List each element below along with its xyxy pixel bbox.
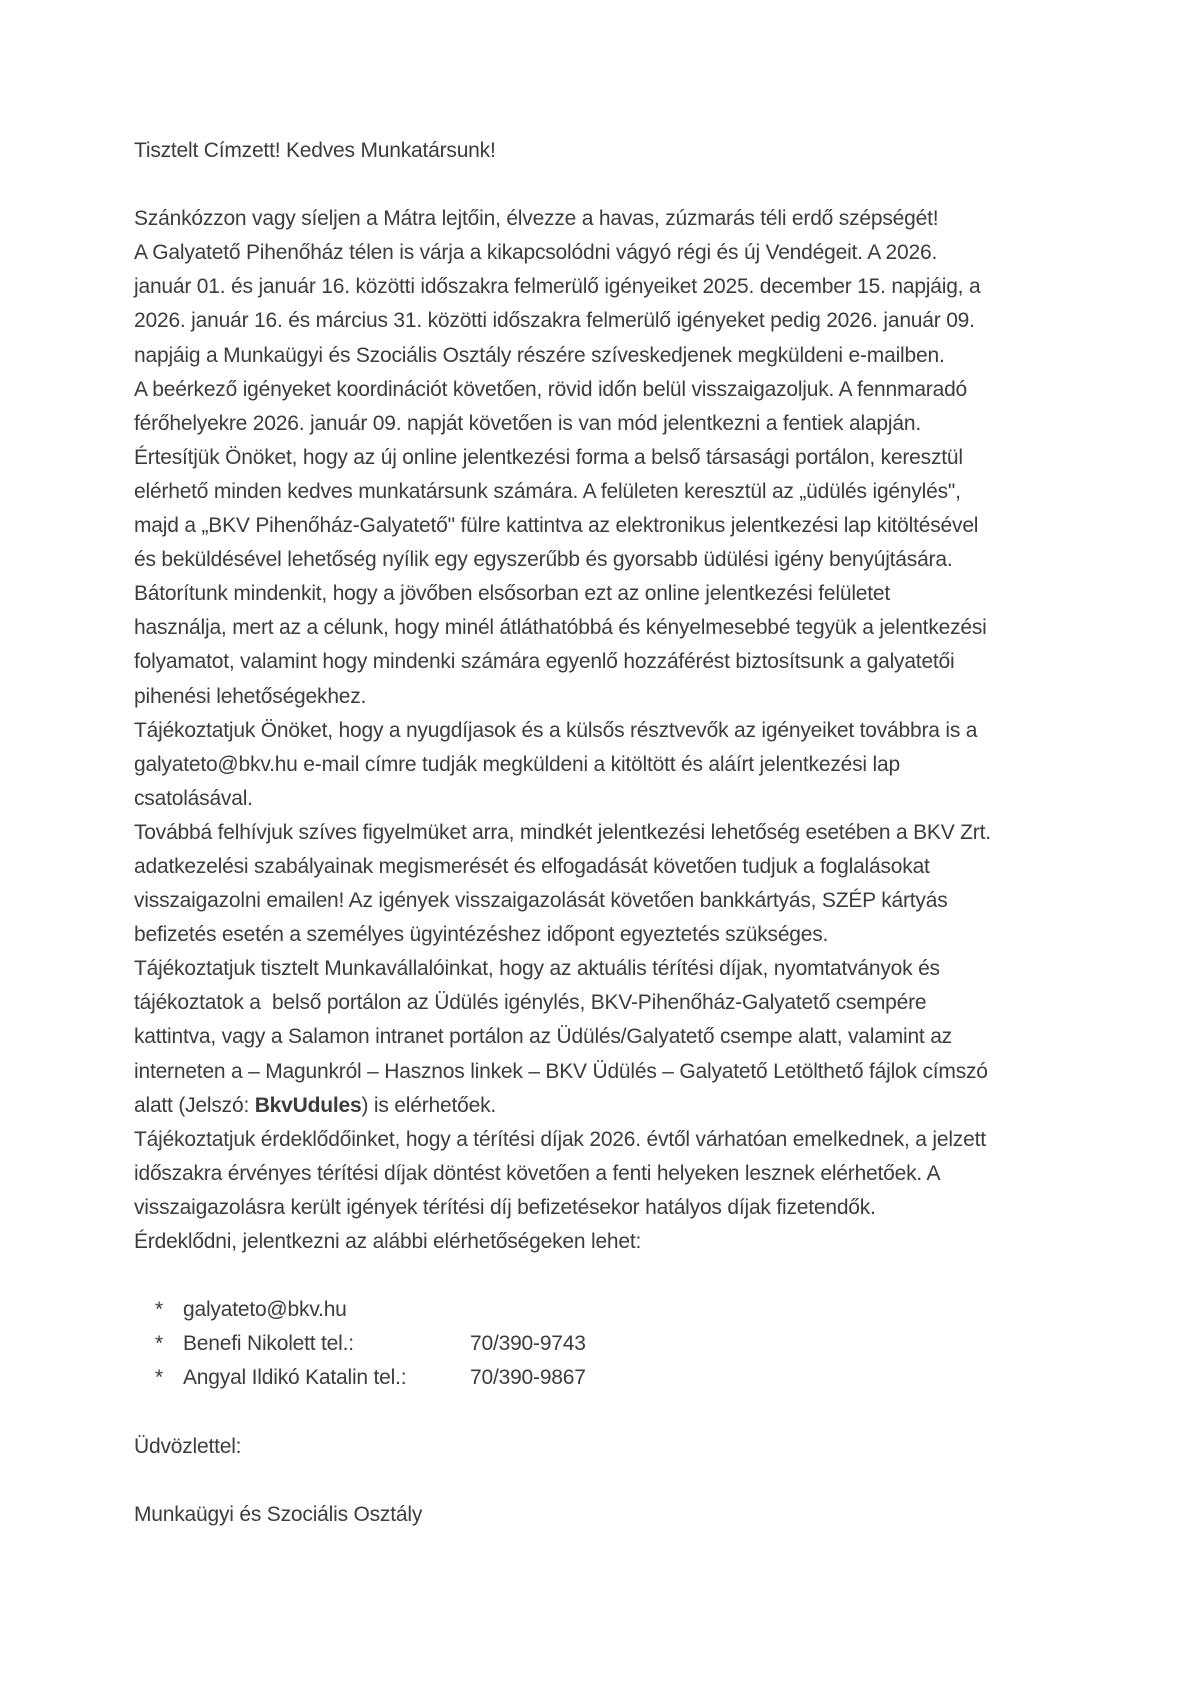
contact-phone: 70/390-9743 [470, 1332, 586, 1356]
body-line: Tájékoztatjuk tisztelt Munkavállalóinkat, hogy az aktuális térítési díjak, nyomtatványok és [134, 957, 940, 981]
body-line: Szánkózzon vagy síeljen a Mátra lejtőin, élvezze a havas, zúzmarás téli erdő szépségét! [134, 207, 939, 231]
contact-item [134, 1361, 1084, 1395]
body-line: Bátorítunk mindenkit, hogy a jövőben elsősorban ezt az online jelentkezési felületet [134, 582, 891, 606]
body-line: A Galyatető Pihenőház télen is várja a kikapcsolódni vágyó régi és új Vendégeit. A 2026. [134, 241, 938, 265]
body-segment: alatt (Jelszó: [134, 1093, 255, 1117]
bullet-marker: * [155, 1332, 163, 1356]
body-line: folyamatot, valamint hogy mindenki számára egyenlő hozzáférést biztosítsunk a galyatetői [134, 650, 955, 674]
body-line: tájékoztatok a belső portálon az Üdülés igénylés, BKV-Pihenőház-Galyatető csempére [134, 991, 927, 1015]
body-line: csatolásával. [134, 786, 253, 810]
body-line: majd a „BKV Pihenőház-Galyatető" fülre kattintva az elektronikus jelentkezési lap kitöltésével [134, 514, 979, 538]
body-line: és beküldésével lehetőség nyílik egy egyszerűbb és gyorsabb üdülési igény benyújtására. [134, 548, 953, 572]
body-line: pihenési lehetőségekhez. [134, 684, 367, 708]
body-line: férőhelyekre 2026. január 09. napját követően is van mód jelentkezni a fentiek alapján. [134, 411, 921, 435]
bullet-marker: * [155, 1298, 163, 1322]
body-line: Továbbá felhívjuk szíves figyelmüket arra, mindkét jelentkezési lehetőség esetében a BKV Zrt. [134, 820, 991, 844]
contact-label: galyateto@bkv.hu [183, 1298, 347, 1322]
closing: Üdvözlettel: [134, 1434, 242, 1458]
body-line: használja, mert az a célunk, hogy minél átláthatóbbá és kényelmesebbé tegyük a jelentkezési [134, 616, 987, 640]
body-line: 2026. január 16. és március 31. közötti időszakra felmerülő igényeket pedig 2026. január 09. [134, 309, 975, 333]
body-lines [134, 202, 1084, 1259]
body-line: időszakra érvényes térítési díjak döntést követően a fenti helyeken lesznek elérhetőek. A [134, 1161, 941, 1185]
body-line: adatkezelési szabályainak megismerését és elfogadását követően tudjuk a foglalásokat [134, 854, 930, 878]
body-line: napjáig a Munkaügyi és Szociális Osztály részére szíveskedjenek megküldeni e-mailben. [134, 343, 945, 367]
contact-item [134, 1293, 1084, 1327]
body-segment: ) is elérhetőek. [361, 1093, 496, 1117]
body-line: elérhető minden kedves munkatársunk számára. A felületen keresztül az „üdülés igénylés", [134, 479, 961, 503]
body-line: befizetés esetén a személyes ügyintézéshez időpont egyeztetés szükséges. [134, 923, 829, 947]
body-line: interneten a – Magunkról – Hasznos linkek – BKV Üdülés – Galyatető Letölthető fájlok címszó [134, 1059, 988, 1083]
body-line [134, 1089, 1084, 1123]
contact-phone: 70/390-9867 [470, 1366, 586, 1390]
bullet-marker: * [155, 1366, 163, 1390]
body-line: kattintva, vagy a Salamon intranet portálon az Üdülés/Galyatető csempe alatt, valamint az [134, 1025, 952, 1049]
letter-content [134, 134, 1084, 1532]
body-line: A beérkező igényeket koordinációt követően, rövid időn belül visszaigazoljuk. A fennmaradó [134, 377, 968, 401]
body-line: visszaigazolásra került igények térítési díj befizetésekor hatályos díjak fizetendők. [134, 1195, 876, 1219]
body-line: Érdeklődni, jelentkezni az alábbi elérhetőségeken lehet: [134, 1230, 642, 1253]
password-text: BkvUdules [254, 1093, 362, 1117]
signature: Munkaügyi és Szociális Osztály [134, 1502, 423, 1526]
body-line: Tájékoztatjuk Önöket, hogy a nyugdíjasok és a külsős résztvevők az igényeiket továbbra is a [134, 718, 978, 742]
body-line: január 01. és január 16. közötti időszakra felmerülő igényeiket 2025. december 15. napjáig, a [134, 275, 981, 299]
contact-label: Angyal Ildikó Katalin tel.: [183, 1366, 407, 1390]
contact-item [134, 1327, 1084, 1361]
body-line: galyateto@bkv.hu e-mail címre tudják megküldeni a kitöltött és aláírt jelentkezési lap [134, 752, 900, 776]
contact-label: Benefi Nikolett tel.: [183, 1332, 354, 1356]
body-line: visszaigazolni emailen! Az igények visszaigazolását követően bankkártyás, SZÉP kártyás [134, 889, 948, 913]
salutation: Tisztelt Címzett! Kedves Munkatársunk! [134, 139, 496, 162]
body-line: Tájékoztatjuk érdeklődőinket, hogy a térítési díjak 2026. évtől várhatóan emelkednek, a jelzett [134, 1127, 986, 1151]
contact-list [134, 1293, 1084, 1395]
body-line: Értesítjük Önöket, hogy az új online jelentkezési forma a belső társasági portálon, keresztül [134, 445, 963, 469]
